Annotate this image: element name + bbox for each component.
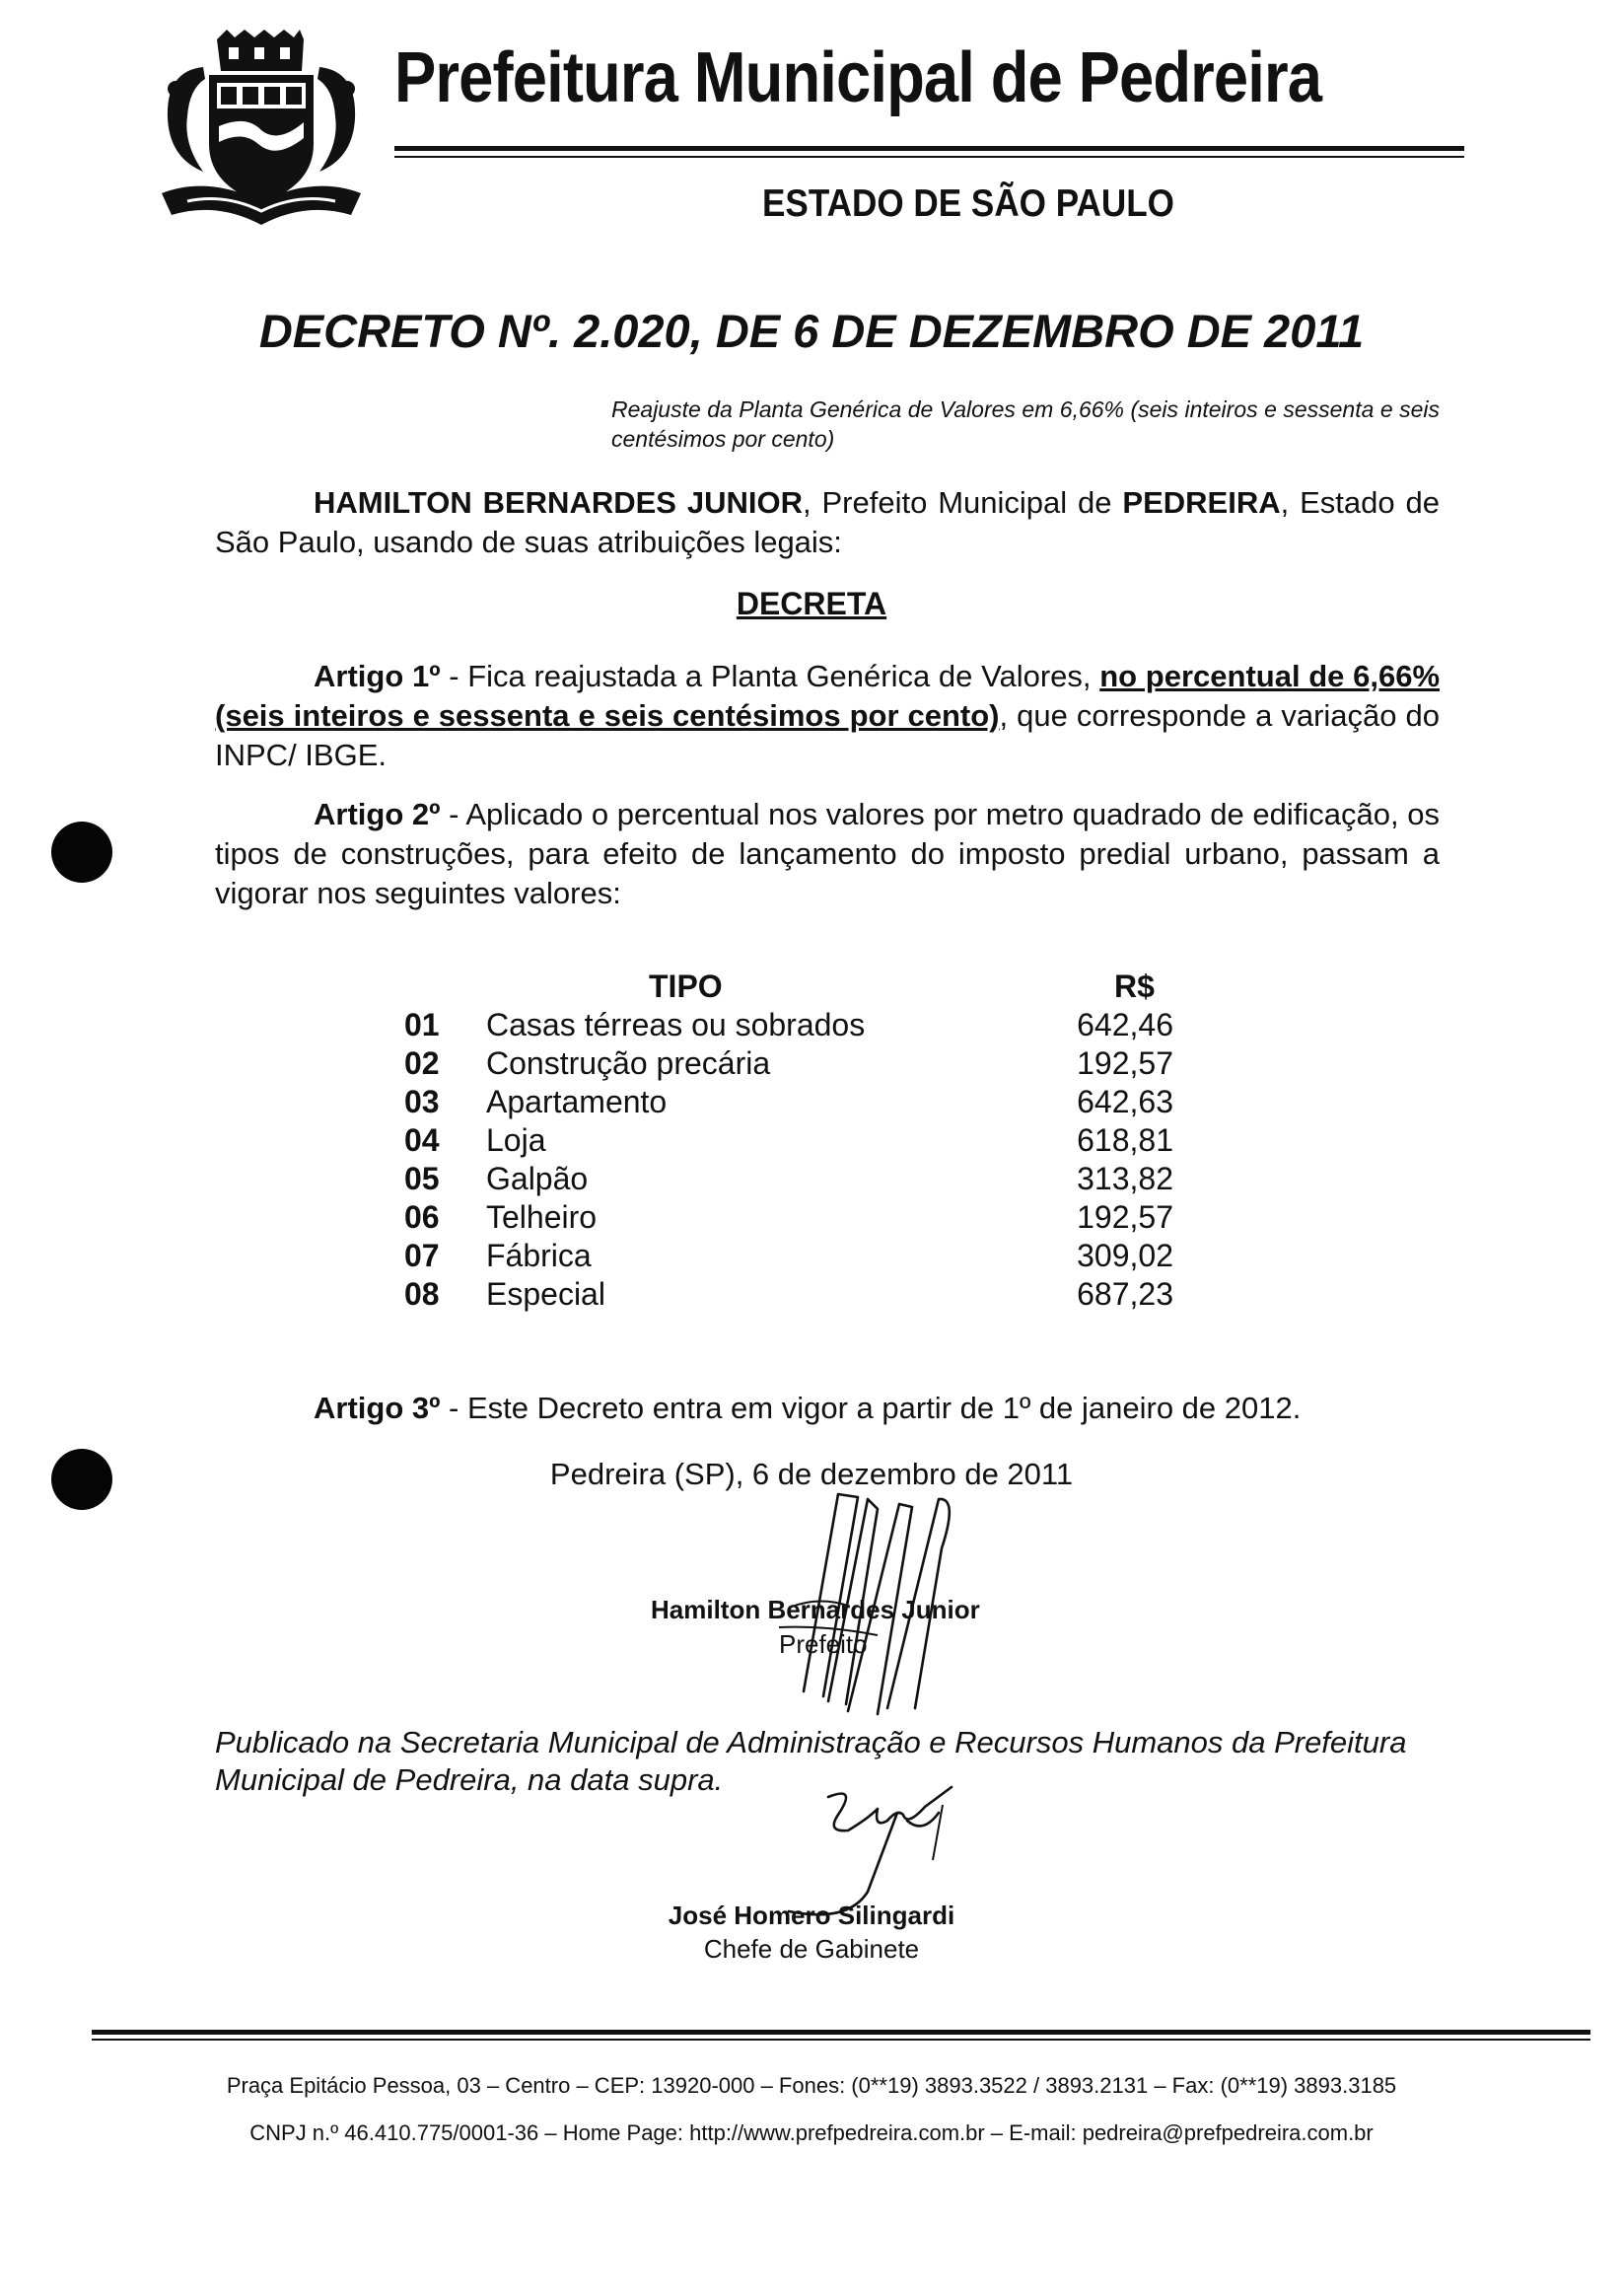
table-row: 05 Galpão 313,82 [404,1161,1173,1196]
org-state: ESTADO DE SÃO PAULO [762,182,1174,225]
column-header-valor: R$ [1114,969,1155,1004]
publication-note: Publicado na Secretaria Municipal de Administração e Recursos Humanos da Prefeitura Municipal de Pedreira, na data supra. [215,1725,1407,1797]
footer-rule [92,2030,1590,2035]
article-2-label: Artigo 2º [314,797,441,831]
table-row: 01 Casas térreas ou sobrados 642,46 [404,1007,1173,1042]
header-rule [394,156,1464,158]
footer-rule [92,2039,1590,2041]
place-date: Pedreira (SP), 6 de dezembro de 2011 [549,1457,1074,1491]
signer-1-role: Prefeito [779,1629,868,1659]
construction-values-table [404,969,1233,1315]
header-rule [394,146,1464,151]
column-header-tipo: TIPO [649,969,723,1004]
footer-address: Praça Epitácio Pessoa, 03 – Centro – CEP: 13920-000 – Fones: (0**19) 3893.3522 / 3893.2131 – Fax: (0**19) 3893.3185 [226,2073,1397,2098]
signer-2-role: Chefe de Gabinete [703,1934,920,1964]
article-1: Artigo 1º - Fica reajustada a Planta Genérica de Valores, no percentual de 6,66% (seis inteiros e sessenta e seis centésimos por cento), que corresponde a variação do INPC/ IBGE. [215,659,1441,772]
chief-of-staff-signature [749,1775,966,1923]
table-row: 06 Telheiro 192,57 [404,1199,1173,1235]
table-row: 07 Fábrica 309,02 [404,1238,1173,1273]
signer-2-name: José Homero Silingardi [668,1901,955,1930]
footer-contact: CNPJ n.º 46.410.775/0001-36 – Home Page: http://www.prefpedreira.com.br – E-mail: pedreira@prefpedreira.com.br [249,2120,1374,2145]
decreta-heading: DECRETA [736,586,887,621]
article-3: Artigo 3º - Este Decreto entra em vigor a partir de 1º de janeiro de 2012. [314,1391,1302,1425]
table-row: 03 Apartamento 642,63 [404,1084,1173,1119]
decree-summary: Reajuste da Planta Genérica de Valores em 6,66% (seis inteiros e sessenta e seis centésimos por cento) [611,396,1440,452]
punch-hole [51,1449,112,1510]
preamble: HAMILTON BERNARDES JUNIOR, Prefeito Municipal de PEDREIRA, Estado de São Paulo, usando de suas atribuições legais: [215,485,1440,559]
decree-title: DECRETO Nº. 2.020, DE 6 DE DEZEMBRO DE 2011 [258,305,1365,357]
org-title: Prefeitura Municipal de Pedreira [394,38,1322,117]
article-1-percentage: no percentual de 6,66% (seis inteiros e sessenta e seis centésimos por cento) [215,659,1441,733]
table-row: 04 Loja 618,81 [404,1122,1173,1158]
mayor-signature [730,1479,986,1736]
signer-1-name: Hamilton Bernardes Junior [651,1595,980,1624]
table-row: 02 Construção precária 192,57 [404,1045,1173,1081]
article-2: Artigo 2º - Aplicado o percentual nos valores por metro quadrado de edificação, os tipos de construções, para efeito de lançamento do imposto predial urbano, passam a vigorar nos seguintes valores: [215,797,1440,910]
city-name: PEDREIRA [1122,485,1281,520]
municipal-coat-of-arms-icon [148,28,370,233]
table-header [404,969,1233,1007]
punch-hole [51,822,112,883]
article-3-label: Artigo 3º [314,1391,441,1425]
table-row: 08 Especial 687,23 [404,1276,1173,1312]
article-1-label: Artigo 1º [314,659,441,693]
mayor-name: HAMILTON BERNARDES JUNIOR [314,485,803,520]
